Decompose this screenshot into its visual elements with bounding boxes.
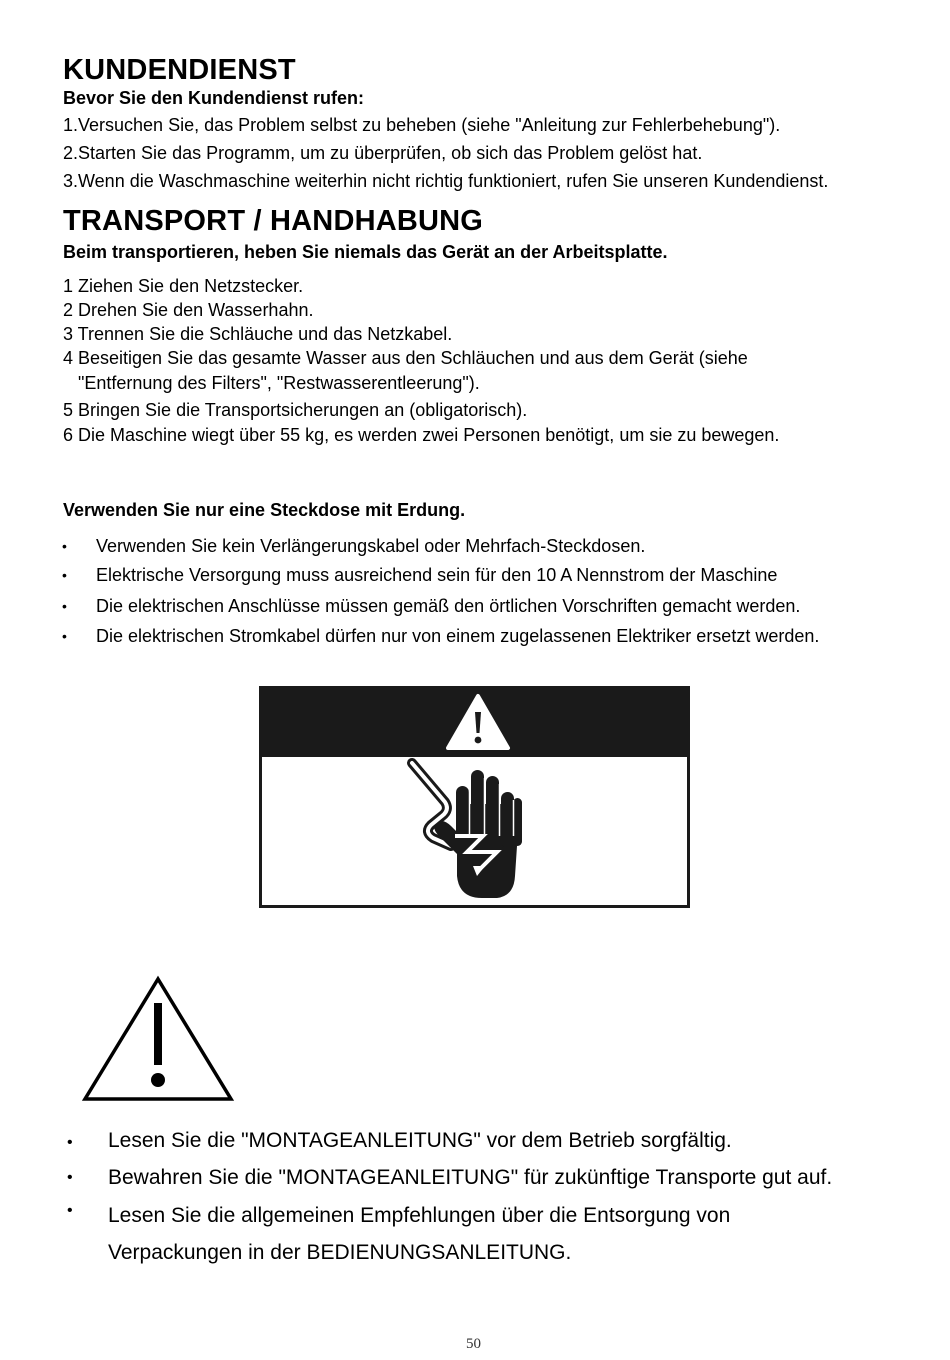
- section-subtitle-erdung: Verwenden Sie nur eine Steckdose mit Erdung.: [63, 500, 466, 520]
- montage-bullet-2: Bewahren Sie die "MONTAGEANLEITUNG" für zukünftige Transporte gut auf.: [108, 1166, 833, 1189]
- kundendienst-step-2: 2.Starten Sie das Programm, um zu überprüfen, ob sich das Problem gelöst hat.: [63, 143, 703, 163]
- montage-bullet-3: Lesen Sie die allgemeinen Empfehlungen über die Entsorgung von: [108, 1204, 731, 1227]
- electric-shock-warning-graphic: [259, 686, 690, 908]
- bullet-marker: •: [62, 538, 67, 554]
- electric-shock-warning-sign: [259, 686, 690, 908]
- page-number: 50: [466, 1336, 481, 1352]
- transport-step-1: 1 Ziehen Sie den Netzstecker.: [63, 276, 304, 296]
- kundendienst-step-3: 3.Wenn die Waschmaschine weiterhin nicht richtig funktioniert, rufen Sie unseren Kundendienst.: [63, 171, 829, 191]
- section-subtitle-kundendienst: Bevor Sie den Kundendienst rufen:: [63, 88, 365, 108]
- erdung-bullet-3: Die elektrischen Anschlüsse müssen gemäß den örtlichen Vorschriften gemacht werden.: [96, 596, 801, 616]
- erdung-bullet-2: Elektrische Versorgung muss ausreichend sein für den 10 A Nennstrom der Maschine: [96, 565, 778, 585]
- bullet-marker: •: [62, 567, 67, 583]
- bullet-marker: •: [62, 598, 67, 614]
- kundendienst-step-1: 1.Versuchen Sie, das Problem selbst zu beheben (siehe "Anleitung zur Fehlerbehebung").: [63, 115, 781, 135]
- transport-step-4-continued: "Entfernung des Filters", "Restwasserentleerung").: [78, 373, 480, 393]
- section-subtitle-transport: Beim transportieren, heben Sie niemals das Gerät an der Arbeitsplatte.: [63, 242, 668, 262]
- transport-step-2: 2 Drehen Sie den Wasserhahn.: [63, 300, 314, 320]
- transport-step-6: 6 Die Maschine wiegt über 55 kg, es werden zwei Personen benötigt, um sie zu bewegen.: [63, 425, 780, 445]
- section-title-kundendienst: KUNDENDIENST: [63, 54, 296, 86]
- transport-step-4: 4 Beseitigen Sie das gesamte Wasser aus den Schläuchen und aus dem Gerät (siehe: [63, 348, 748, 368]
- transport-step-5: 5 Bringen Sie die Transportsicherungen an (obligatorisch).: [63, 400, 528, 420]
- section-title-transport: TRANSPORT / HANDHABUNG: [63, 205, 484, 237]
- bullet-marker: •: [67, 1169, 73, 1186]
- bullet-marker: •: [67, 1202, 73, 1219]
- montage-bullet-1: Lesen Sie die "MONTAGEANLEITUNG" vor dem Betrieb sorgfältig.: [108, 1129, 732, 1152]
- transport-step-3: 3 Trennen Sie die Schläuche und das Netzkabel.: [63, 324, 453, 344]
- bullet-marker: •: [67, 1134, 73, 1151]
- montage-bullet-3-continued: Verpackungen in der BEDIENUNGSANLEITUNG.: [108, 1241, 572, 1264]
- bullet-marker: •: [62, 628, 67, 644]
- caution-triangle: [80, 973, 236, 1103]
- warning-triangle-icon: [80, 973, 236, 1103]
- erdung-bullet-1: Verwenden Sie kein Verlängerungskabel oder Mehrfach-Steckdosen.: [96, 536, 646, 556]
- erdung-bullet-4: Die elektrischen Stromkabel dürfen nur von einem zugelassenen Elektriker ersetzt werden.: [96, 626, 820, 646]
